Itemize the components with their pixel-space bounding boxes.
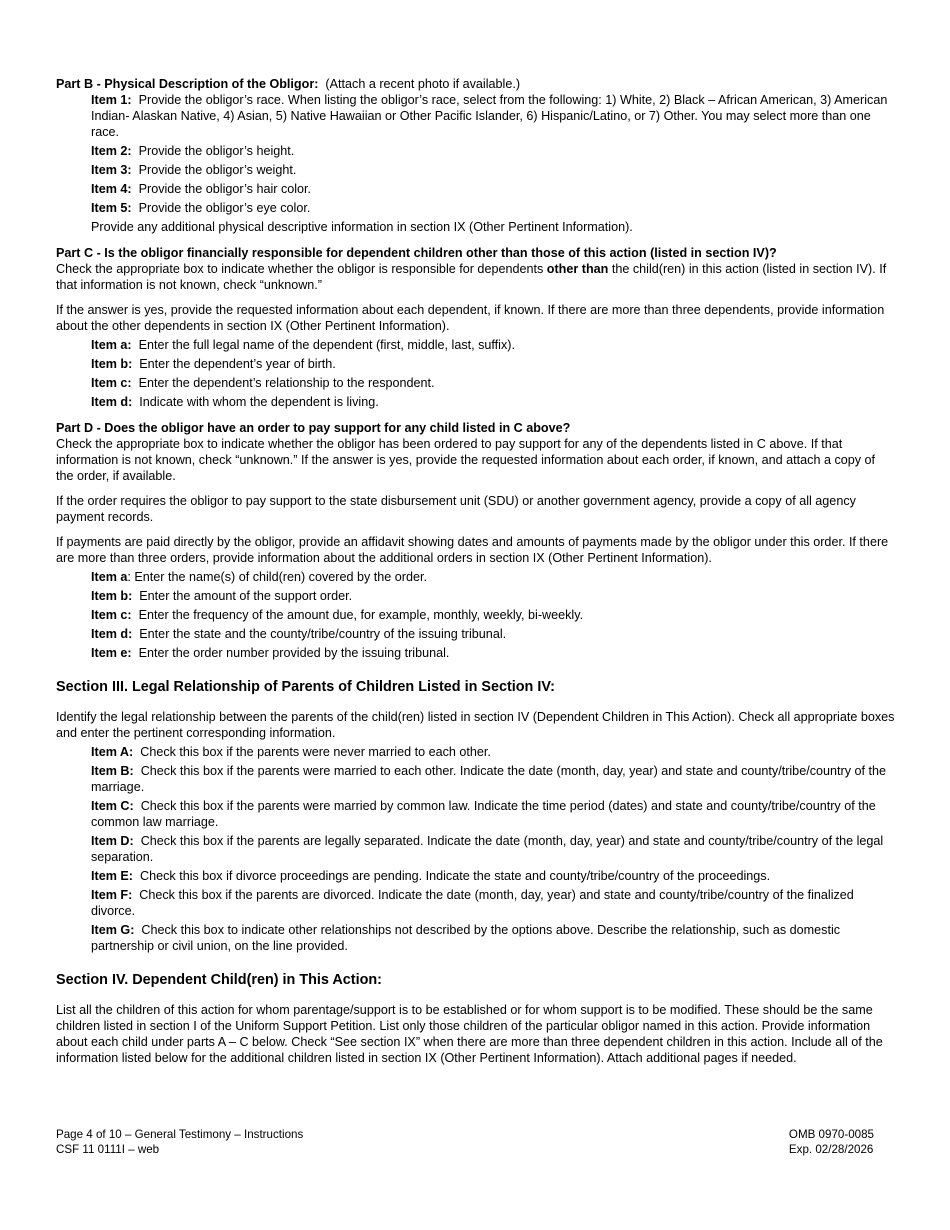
list-item: Item G: Check this box to indicate other relationships not described by the options above. Describe the relationship, such as domestic partnership or civil union, on the line provided. — [91, 923, 841, 953]
instructions-page — [56, 76, 896, 1075]
list-item: Item A: Check this box if the parents were never married to each other. — [91, 745, 491, 759]
part-b-extra: Provide any additional physical descriptive information in section IX (Other Pertinent Information). — [91, 220, 633, 234]
list-item: Item B: Check this box if the parents were married to each other. Indicate the date (month, day, year) and state and county/tribe/country of the marriage. — [91, 764, 886, 794]
list-item: Item D: Check this box if the parents are legally separated. Indicate the date (month, day, year) and state and county/tribe/country of the legal separation. — [91, 834, 884, 864]
part-c-items — [56, 337, 896, 410]
list-item: Item d: Enter the state and the county/tribe/country of the issuing tribunal. — [91, 627, 507, 641]
part-d-paragraph-2: If the order requires the obligor to pay support to the state disbursement unit (SDU) or another government agency, provide a copy of all agency payment records. — [56, 494, 856, 524]
list-item: Item d: Indicate with whom the dependent is living. — [91, 395, 379, 409]
section-3-heading: Section III. Legal Relationship of Parents of Children Listed in Section IV: — [56, 679, 555, 695]
list-item: Item b: Enter the dependent’s year of birth. — [91, 357, 336, 371]
footer-left — [56, 1128, 303, 1157]
part-c-paragraph-2: If the answer is yes, provide the requested information about each dependent, if known. If there are more than three dependents, provide information about the other dependents in section IX (Other Pertinent Information). — [56, 303, 885, 333]
list-item: Item a: Enter the name(s) of child(ren) covered by the order. — [91, 570, 427, 584]
list-item: Item F: Check this box if the parents are divorced. Indicate the date (month, day, year) and state and county/tribe/country of the finalized divorce. — [91, 888, 854, 918]
footer-omb-number: OMB 0970-0085 — [788, 1128, 874, 1141]
section-3-intro: Identify the legal relationship between the parents of the child(ren) listed in section IV (Dependent Children in This Action). Check all appropriate boxes and enter the pertinent corresponding information. — [56, 710, 895, 740]
footer-page-number: Page 4 of 10 – General Testimony – Instructions — [56, 1128, 304, 1141]
part-d-heading: Part D - Does the obligor have an order to pay support for any child listed in C above? — [56, 421, 571, 435]
list-item: Item 4: Provide the obligor’s hair color. — [91, 182, 312, 196]
list-item: Item 2: Provide the obligor’s height. — [91, 144, 295, 158]
list-item: Item C: Check this box if the parents were married by common law. Indicate the time period (dates) and state and county/tribe/country of the common law marriage. — [91, 799, 876, 829]
part-d-items — [56, 569, 896, 661]
part-c-paragraph-1: Check the appropriate box to indicate whether the obligor is responsible for dependents other than the child(ren) in this action (listed in section IV). If that information is not known, check “unknown.” — [56, 262, 887, 292]
list-item: Item c: Enter the frequency of the amount due, for example, monthly, weekly, bi-weekly. — [91, 608, 584, 622]
part-b-note: (Attach a recent photo if available.) — [325, 77, 521, 91]
part-d-paragraph-3: If payments are paid directly by the obligor, provide an affidavit showing dates and amounts of payments made by the obligor under this order. If there are more than three orders, provide information about the additional orders in section IX (Other Pertinent Information). — [56, 535, 889, 565]
part-b-heading: Part B - Physical Description of the Obligor: (Attach a recent photo if available.) — [56, 77, 521, 91]
part-b-items — [56, 92, 896, 235]
list-item: Item b: Enter the amount of the support order. — [91, 589, 353, 603]
part-c-heading: Part C - Is the obligor financially responsible for dependent children other than those of this action (listed in section IV)? — [56, 246, 777, 260]
list-item: Item a: Enter the full legal name of the dependent (first, middle, last, suffix). — [91, 338, 515, 352]
list-item: Item 5: Provide the obligor’s eye color. — [91, 201, 311, 215]
section-4-heading: Section IV. Dependent Child(ren) in This Action: — [56, 972, 382, 988]
section-3-items — [56, 744, 896, 954]
footer-right — [789, 1128, 874, 1157]
list-item: Item e: Enter the order number provided by the issuing tribunal. — [91, 646, 450, 660]
part-d-paragraph-1: Check the appropriate box to indicate whether the obligor has been ordered to pay support for any of the dependents listed in C above. If that information is not known, check “unknown.” If the answer is yes, provide the requested information about each order, if known, and attach a copy of the order, if available. — [56, 437, 876, 483]
section-4-intro: List all the children of this action for whom parentage/support is to be established or for whom support is to be modified. These should be the same children listed in section I of the Uniform Support Petition. List only those children of the particular obligor named in this action. Provide information about each child under parts A – C below. Check “See section IX” when there are more than three dependent children in this action. Include all of the information listed below for the additional children listed in section IX (Other Pertinent Information). Attach additional pages if needed. — [56, 1003, 883, 1065]
list-item: Item 1: Provide the obligor’s race. When listing the obligor’s race, select from the following: 1) White, 2) Black – African American, 3) American Indian- Alaskan Native, 4) Asian, 5) Native Hawaiian or Other Pacific Islander, 6) Hispanic/Latino, or 7) Other. You may select more than one race. — [91, 93, 888, 139]
footer-form-code: CSF 11 0111I – web — [56, 1142, 160, 1156]
list-item: Item c: Enter the dependent’s relationship to the respondent. — [91, 376, 435, 390]
list-item: Item E: Check this box if divorce proceedings are pending. Indicate the state and county/tribe/country of the proceedings. — [91, 869, 771, 883]
list-item: Item 3: Provide the obligor’s weight. — [91, 163, 297, 177]
footer-expiration: Exp. 02/28/2026 — [788, 1142, 874, 1156]
